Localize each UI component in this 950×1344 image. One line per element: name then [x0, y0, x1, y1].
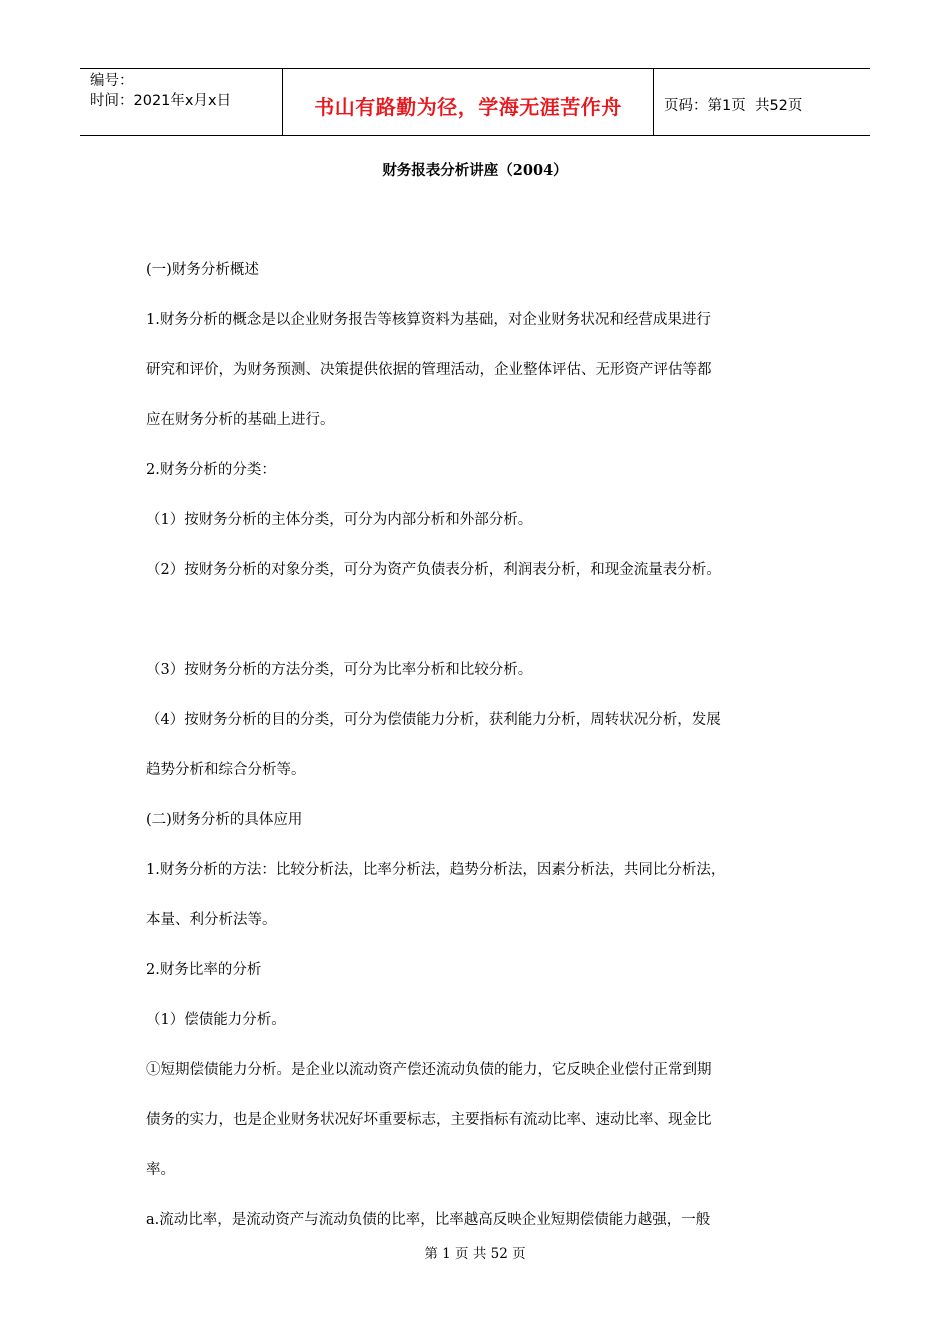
- document-title: 财务报表分析讲座（2004）: [382, 162, 568, 179]
- body-line: 1.财务分析的方法：比较分析法，比率分析法，趋势分析法，因素分析法，共同比分析法，: [146, 862, 726, 878]
- body-line: 本量、利分析法等。: [146, 912, 277, 928]
- body-line: （4）按财务分析的目的分类，可分为偿债能力分析，获利能力分析，周转状况分析，发展: [146, 712, 721, 728]
- body-line: （2）按财务分析的对象分类，可分为资产负债表分析，利润表分析，和现金流量表分析。: [146, 562, 721, 578]
- body-line: 2.财务比率的分析: [146, 962, 262, 978]
- body-line: 率。: [146, 1162, 175, 1178]
- document-date: 时间：2021年x月x日: [90, 93, 232, 109]
- body-line: 趋势分析和综合分析等。: [146, 762, 306, 778]
- header-meta: [80, 69, 282, 135]
- body-line: 2.财务分析的分类：: [146, 462, 276, 478]
- body-line: 研究和评价，为财务预测、决策提供依据的管理活动，企业整体评估、无形资产评估等都: [146, 362, 712, 378]
- page-header: [80, 68, 870, 136]
- body-line: 债务的实力，也是企业财务状况好坏重要标志，主要指标有流动比率、速动比率、现金比: [146, 1112, 712, 1128]
- header-motto: 书山有路勤为径，学海无涯苦作舟: [282, 69, 654, 135]
- body-line: （1）偿债能力分析。: [146, 1012, 286, 1028]
- body-line: 应在财务分析的基础上进行。: [146, 412, 335, 428]
- body-line: a.流动比率，是流动资产与流动负债的比率，比率越高反映企业短期偿债能力越强，一般: [146, 1212, 711, 1228]
- page-footer: 第 1 页 共 52 页: [424, 1246, 526, 1262]
- section-heading: (二)财务分析的具体应用: [146, 812, 303, 828]
- section-heading: (一)财务分析概述: [146, 262, 259, 278]
- page-info-text: 页码：第1页 共52页: [664, 97, 803, 114]
- body-line: （1）按财务分析的主体分类，可分为内部分析和外部分析。: [146, 512, 533, 528]
- body-line: （3）按财务分析的方法分类，可分为比率分析和比较分析。: [146, 662, 533, 678]
- document-number-label: 编号：: [90, 73, 134, 89]
- body-line: ①短期偿债能力分析。是企业以流动资产偿还流动负债的能力，它反映企业偿付正常到期: [146, 1062, 712, 1078]
- body-line: 1.财务分析的概念是以企业财务报告等核算资料为基础，对企业财务状况和经营成果进行: [146, 312, 711, 328]
- document-body: [146, 258, 810, 1233]
- header-page-info: [654, 69, 870, 135]
